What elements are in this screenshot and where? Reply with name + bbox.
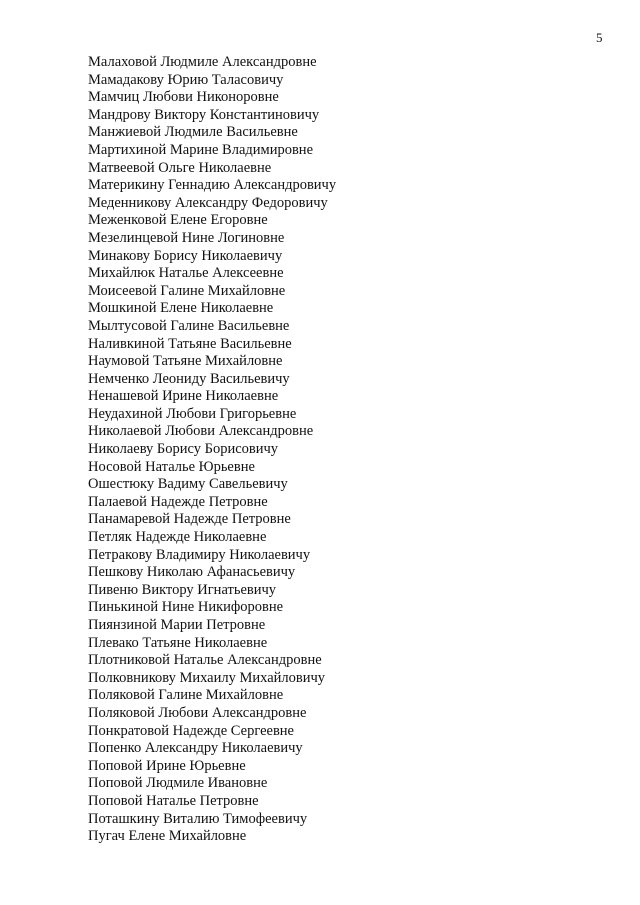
name-list-item: Поляковой Любови Александровне bbox=[88, 704, 307, 721]
name-list-item: Немченко Леониду Васильевичу bbox=[88, 370, 290, 387]
name-list-item: Поповой Наталье Петровне bbox=[88, 792, 259, 809]
name-list-item: Малаховой Людмиле Александровне bbox=[88, 54, 317, 70]
name-list-item: Меженковой Елене Егоровне bbox=[88, 212, 268, 229]
name-list-item: Мылтусовой Галине Васильевне bbox=[88, 317, 290, 334]
name-list-item: Минакову Борису Николаевичу bbox=[88, 247, 283, 264]
name-list-item: Ошестюку Вадиму Савельевичу bbox=[88, 476, 288, 493]
name-list-item: Мамчиц Любови Никоноровне bbox=[88, 89, 279, 106]
name-list-item: Неудахиной Любови Григорьевне bbox=[88, 405, 297, 422]
name-list-item: Михайлюк Наталье Алексеевне bbox=[88, 265, 284, 282]
name-list-item: Манжиевой Людмиле Васильевне bbox=[88, 124, 298, 141]
recipient-name-list bbox=[88, 54, 336, 846]
name-list-item: Мандрову Виктору Константиновичу bbox=[88, 106, 320, 123]
name-list-item: Моисеевой Галине Михайловне bbox=[88, 282, 286, 299]
name-list-item: Плевако Татьяне Николаевне bbox=[88, 634, 268, 651]
name-list-item: Мартихиной Марине Владимировне bbox=[88, 141, 314, 158]
name-list-item: Поповой Людмиле Ивановне bbox=[88, 775, 268, 792]
name-list-item: Меденникову Александру Федоровичу bbox=[88, 194, 328, 211]
name-list-item: Материкину Геннадию Александровичу bbox=[88, 177, 337, 194]
name-list-item: Попенко Александру Николаевичу bbox=[88, 740, 303, 757]
name-list-item: Пивеню Виктору Игнатьевичу bbox=[88, 581, 277, 598]
name-list-item: Поляковой Галине Михайловне bbox=[88, 687, 284, 704]
name-list-item: Поташкину Виталию Тимофеевичу bbox=[88, 810, 308, 827]
name-list-item: Понкратовой Надежде Сергеевне bbox=[88, 722, 294, 739]
name-list-item: Матвеевой Ольге Николаевне bbox=[88, 159, 272, 176]
name-list-item: Поповой Ирине Юрьевне bbox=[88, 757, 246, 774]
name-list-item: Пугач Елене Михайловне bbox=[88, 828, 247, 845]
name-list-item: Пиянзиной Марии Петровне bbox=[88, 617, 266, 633]
name-list-item: Мезелинцевой Нине Логиновне bbox=[88, 229, 285, 246]
name-list-item: Петракову Владимиру Николаевичу bbox=[88, 546, 311, 563]
name-list-item: Николаеву Борису Борисовичу bbox=[88, 441, 279, 458]
name-list-item: Николаевой Любови Александровне bbox=[88, 423, 314, 440]
name-list-item: Ненашевой Ирине Николаевне bbox=[88, 388, 279, 405]
name-list-item: Палаевой Надежде Петровне bbox=[88, 493, 268, 510]
name-list-item: Носовой Наталье Юрьевне bbox=[88, 458, 255, 475]
name-list-item: Петляк Надежде Николаевне bbox=[88, 529, 267, 546]
name-list-item: Полковникову Михаилу Михайловичу bbox=[88, 669, 326, 686]
name-list-item: Плотниковой Наталье Александровне bbox=[88, 652, 322, 669]
name-list-item: Наливкиной Татьяне Васильевне bbox=[88, 335, 292, 352]
name-list-item: Мамадакову Юрию Таласовичу bbox=[88, 71, 284, 88]
name-list-item: Мошкиной Елене Николаевне bbox=[88, 300, 274, 317]
name-list-item: Наумовой Татьяне Михайловне bbox=[88, 353, 283, 370]
name-list-item: Панамаревой Надежде Петровне bbox=[88, 511, 291, 528]
page-number: 5 bbox=[596, 30, 603, 45]
name-list-item: Пинькиной Нине Никифоровне bbox=[88, 599, 284, 616]
name-list-item: Пешкову Николаю Афанасьевичу bbox=[88, 564, 296, 581]
